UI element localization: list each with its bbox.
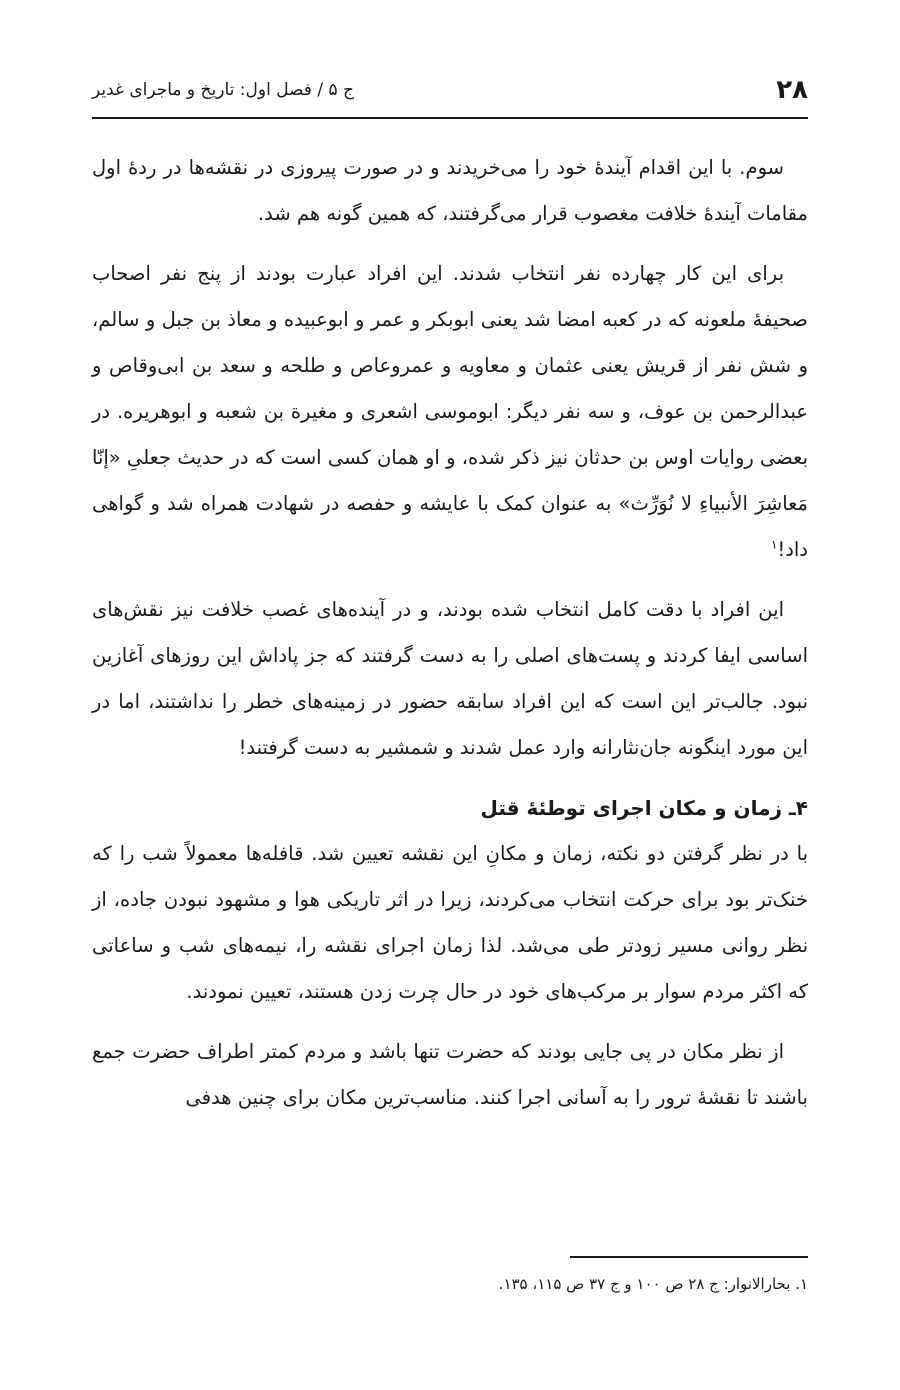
paragraph-5: از نظر مکان در پی جایی بودند که حضرت تنها باشد و مردم کمتر اطراف حضرت جمع باشند تا نقشهٔ ترور را به آسانی اجرا کنند. مناسب‌ترین مکان برای چنین هدفی <box>92 1040 808 1109</box>
body-text <box>92 145 808 1135</box>
paragraph-1: سوم. با این اقدام آیندهٔ خود را می‌خریدند و در صورت پیروزی در نقشه‌ها در ردهٔ اول مقامات آیندهٔ خلافت مغصوب قرار می‌گرفتند، که همین گونه هم شد. <box>92 156 808 225</box>
running-head: ج ۵ / فصل اول: تاریخ و ماجرای غدیر <box>92 80 355 100</box>
paragraph-3: این افراد با دقت کامل انتخاب شده بودند، و در آینده‌های غصب خلافت نیز نقش‌های اساسی ایفا کردند و پست‌های اصلی را به دست گرفتند که جز پاداش این روزهای آغازین نبود. جالب‌تر این است که این افراد سابقه حضور در زمینه‌های خطر را نداشتند، اما در این مورد اینگونه جان‌نثارانه وارد عمل شدند و شمشیر به دست گرفتند! <box>92 598 808 759</box>
footnote-reference[interactable]: ۱ <box>770 537 778 552</box>
section-heading: ۴ـ زمان و مکان اجرای توطئهٔ قتل <box>480 796 808 820</box>
paragraph-2-text: برای این کار چهارده نفر انتخاب شدند. این افراد عبارت بودند از پنج نفر اصحاب صحیفهٔ ملعونه که در کعبه امضا شد یعنی ابوبکر و عمر و ابوعبیده و معاذ بن جبل و سالم، و شش نفر از قریش یعنی عثمان و معاویه و عمروعاص و طلحه و سعد بن ابی‌وقاص و عبدالرحمن بن عوف، و سه نفر دیگر: ابوموسی اشعری و مغیرة بن شعبه و ابوهریره. در بعضی روایات اوس بن حدثان نیز ذکر شده، و او همان کسی است که در حدیث جعلیِ «إنّا مَعاشِرَ الأنبیاءِ لا نُوَرِّث» به عنوان کمک با عایشه و حفصه در شهادت همراه شد و گواهی داد! <box>92 262 808 561</box>
paragraph-2 <box>92 251 808 573</box>
footnote: ۱. بحارالانوار: ج ۲۸ ص ۱۰۰ و ج ۳۷ ص ۱۱۵، ۱۳۵. <box>498 1275 808 1293</box>
footnote-rule <box>570 1256 808 1258</box>
page-header <box>92 68 808 112</box>
header-rule <box>92 117 808 119</box>
paragraph-4: با در نظر گرفتن دو نکته، زمان و مکانِ این نقشه تعیین شد. قافله‌ها معمولاً شب را که خنک‌تر بود برای حرکت انتخاب می‌کردند، زیرا در اثر تاریکی هوا و مشهود نبودن جاده، از نظر روانی مسیر زودتر طی می‌شد. لذا زمان اجرای نقشه را، نیمه‌های شب و ساعاتی که اکثر مردم سوار بر مرکب‌های خود در حال چرت زدن هستند، تعیین نمودند. <box>92 842 808 1003</box>
page-number: ۲۸ <box>776 75 808 105</box>
